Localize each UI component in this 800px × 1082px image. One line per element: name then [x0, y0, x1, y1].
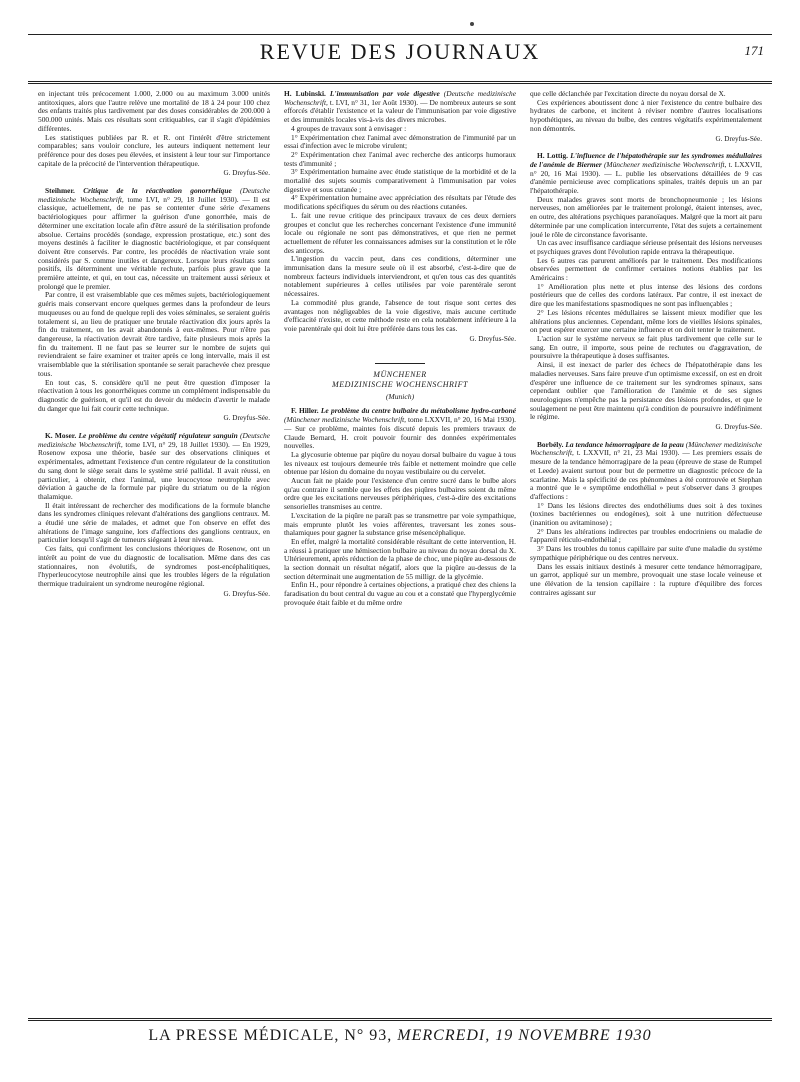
- signature: G. Dreyfus-Sée.: [223, 589, 270, 598]
- footer-journal: LA PRESSE MÉDICALE,: [148, 1027, 340, 1044]
- paragraph: Enfin H., pour répondre à certaines objections, a pratiqué chez des chiens la faradisation du bout central du vague au cou et a constaté que l'hyperglycémie provoquée était faible et du même ordre: [284, 580, 516, 607]
- print-dot: [470, 22, 474, 26]
- paragraph: En tout cas, S. considère qu'il ne peut être question d'imposer la réactivation à tous les gonorrhéiques comme un complément indispensable du diagnostic de guérison, et qu'il est du devoir du médecin d'avertir le malade du danger que lui fait courir cette technique.: [38, 377, 270, 413]
- column-2: [284, 90, 516, 1010]
- paragraph: L'ingestion du vaccin peut, dans ces conditions, déterminer une immunisation dans la mesure seule où il est absorbé, c'est-à-dire que de nombreux facteurs individuels interviendront, et qu'en tous cas des quantités notablement supérieures à celles utilisées par voie parentérale seront nécessaires.: [284, 254, 516, 299]
- article-title: Critique de la réactivation gonorrhéique: [83, 186, 232, 196]
- article-title: L'influence de l'hépatothérapie sur les syndromes médullaires de l'anémie de Biermer: [530, 151, 762, 169]
- article-author: K. Moser.: [45, 431, 77, 441]
- list-item: 2° Les lésions récentes médullaires se laissent mieux modifier que les altérations plus anciennes. Cependant, même lors de vieilles lésions spinales, on peut espérer exercer une certaine influence et on doit tenter le traitement.: [530, 307, 762, 335]
- article-journal: (Deutsche medizinische Wochenschrift,: [38, 431, 270, 449]
- page-title: REVUE DES JOURNAUX: [259, 39, 541, 64]
- article-title: L'immunisation par voie digestive: [329, 90, 440, 98]
- article-body: t. LXXVII, n° 21, 23 Mai 1930). — Les premiers essais de mesure de la tendance hémorragipare de la peau (épreuve de stase de Rumpel et Leede) avaient surtout pour but de permettre un diagnostic précoce de la scarlatine. Mais la spécificité de ces phénomènes a été controuvée et Stephan a montré que le « symptôme endothélial » peut s'observer dans 3 groupes d'affections :: [530, 448, 762, 501]
- signature: G. Dreyfus-Sée.: [715, 423, 762, 432]
- article-journal: (Münchener medizinische Wochenschrift,: [603, 159, 727, 169]
- paragraph: que celle déclanchée par l'excitation directe du noyau dorsal de X.: [530, 90, 726, 98]
- footer-date: MERCREDI, 19 NOVEMBRE 1930: [397, 1027, 652, 1044]
- list-item: 1° Amélioration plus nette et plus intense des lésions des cordons postérieurs que de celles des cordons latéraux. Par contre, il est inexact de dire que les manifestations spasmodiques ne sont pas influençables ;: [530, 281, 762, 309]
- article-title: Le problème du centre bulbaire du métabolisme hydro-carboné: [320, 406, 516, 416]
- section-city: (Munich): [385, 392, 415, 402]
- article-author: Steihmer.: [45, 186, 75, 196]
- article-lottig: [530, 152, 762, 196]
- list-item: 3° Dans les troubles du tonus capillaire par suite d'une maladie du système sympathique périphérique ou des centres nerveux.: [530, 544, 762, 562]
- paragraph: Ces faits, qui confirment les conclusions théoriques de Rosenow, ont un intérêt au point de vue du diagnostic de localisation. Même dans des cas stationnaires, non évolutifs, de syndromes post-encéphalitiques, l'hyperleucocytose neutrophile ainsi que les troubles légers de la régulation thermique traduiraient un syndrome neurogène régional.: [38, 544, 270, 588]
- article-journal: (Deutsche medizinische Wochenschrift,: [38, 186, 270, 204]
- page-number: 171: [744, 43, 764, 58]
- page-header: [28, 34, 772, 84]
- paragraph: Dans les essais initiaux destinés à mesurer cette tendance hémorragipare, un garrot, appliqué sur un membre, provoquait une stase locale veineuse et une élévation de la tension capillaire : la rupture d'équilibre des forces contraires agissant sur: [530, 561, 762, 597]
- paragraph: 4 groupes de travaux sont à envisager :: [291, 123, 407, 133]
- paragraph: en injectant très précocement 1.000, 2.000 ou au maximum 3.000 unités antitoxiques, alors que l'autre relève une mortalité de 18 à 24 pour 100 chez des enfants traités plus tardivement par des doses considérables de 200.000 à 500.000 unités. Mais ces résultats sont critiquables, car il s'agit d'épidémies différentes.: [38, 90, 270, 133]
- paragraph: Il était intéressant de rechercher des modifications de la formule blanche dans les syndromes cliniques relevant d'altérations des ganglions centraux. M. a étudié une série de malades, et admet que l'on observe en effet des altérations de l'image sanguine, lors d'affections des ganglions centraux, en particulier lorsqu'il s'agit de tumeurs siégeant à leur niveau.: [38, 500, 270, 545]
- article-body: tome LXXVII, n° 20, 16 Mai 1930). — Sur ce problème, maintes fois discuté depuis les premiers travaux de Claude Bernard, H. croit pouvoir fournir des données expérimentales nouvelles.: [284, 415, 516, 451]
- article-title: La tendance hémorragipare de la peau: [565, 439, 684, 449]
- article-journal: (Deutsche medizinische Wochenschrift,: [284, 90, 516, 107]
- article-title: Le problème du centre végétatif régulateur sanguin: [78, 431, 238, 441]
- article-journal: (Münchener medizinische Wochenschrift,: [284, 415, 407, 425]
- list-item: 4° Expérimentation humaine avec appréciation des résultats par l'étude des modifications spécifiques du sérum ou des réactions cutanées.: [284, 193, 516, 212]
- article-author: Borbély.: [537, 439, 564, 449]
- article-lubinski: [284, 90, 516, 125]
- signature: G. Dreyfus-Sée.: [469, 334, 516, 343]
- paragraph: Ainsi, il est inexact de parler des échecs de l'hépatothérapie dans les maladies nerveuses. Sans faire preuve d'un optimisme excessif, on est en droit d'espérer une influence de ce traitement sur les syndromes spinaux, sans cependant oublier que l'amélioration de l'anémie et de ses signes neurologiques n'empêche pas la persistance des lésions profondes, et que le soulagement ne peut être maintenu qu'à condition de poursuivre indéfiniment le régime.: [530, 360, 762, 422]
- article-author: F. Hiller.: [291, 406, 319, 416]
- list-item: 1° Expérimentation chez l'animal avec démonstration de l'immunité par un essai d'infection avec le microbe virulent;: [284, 132, 516, 151]
- article-body: t. LVI, n° 31, 1er Août 1930). — De nombreux auteurs se sont efforcés d'établir l'existence et la valeur de l'immunisation par voie digestive et des immunités locales vis-à-vis des divers microbes.: [284, 97, 516, 125]
- page-footer: [28, 1018, 772, 1051]
- article-body: tome LVI, n° 29, 18 Juillet 1930). — Il est classique, actuellement, de ne pas se contenter d'une série d'examens bactériologiques pour affirmer la guérison d'une gonorrhée, mais de déterminer une excitation locale afin d'être assuré de la stérilisation profonde absolue. Certains procédés (sondage, expression prostatique, etc.) sont des moyens destinés à faciliter le diagnostic bactériologique, et par conséquent doivent être conservés. Par contre, les procédés de réactivation vraie sont considérés par S. comme inutiles et dangereux. Lorsque leurs résultats sont positifs, ils déterminent une véritable rechute, parfois plus grave que la première atteinte, et qui, en tout cas, nécessite un traitement aussi sérieux et prolongé que le premier.: [38, 194, 270, 291]
- paragraph: Deux malades graves sont morts de bronchopneumonie ; les lésions nerveuses, non améliorées par le traitement prolongé, étaient intenses, avec, en outre, des altérations psychiques paranoïaques. Malgré que la mort ait paru déterminée par une complication intercurrente, l'état des sujets a certainement joué le rôle de circonstance favorisante.: [530, 194, 762, 239]
- article-moser: [38, 432, 270, 502]
- list-item: 2° Dans les altérations indirectes par troubles endocriniens ou maladie de l'appareil réticulo-endothélial ;: [530, 526, 762, 545]
- section-title: [284, 370, 516, 390]
- paragraph: Ces expériences aboutissent donc à nier l'existence du centre bulbaire des hydrates de carbone, et incitent à réviser nombre d'autres localisations hypothétiques, au niveau du bulbe, des centres végétatifs expérimentalement non démontrés.: [530, 97, 762, 133]
- paragraph: La glycosurie obtenue par piqûre du noyau dorsal bulbaire du vague à tous les niveaux est toujours demeurée très faible et nettement moindre que celle obtenue par lésion du domaine du noyau vestibulaire ou du cervelet.: [284, 449, 516, 477]
- text-columns: [38, 90, 762, 1010]
- paragraph: L'action sur le système nerveux se fait plus tardivement que celle sur le sang. En outre, il importe, sous peine de rechutes ou d'aggravation, de poursuivre la thérapeutique à doses suffisantes.: [530, 333, 762, 361]
- paragraph: La commodité plus grande, l'absence de tout risque sont certes des avantages non négligeables de la voie digestive, mais aucune certitude d'efficacité n'existe, et cette méthode reste en cela notablement inférieure à la voie parentérale qui doit lui être préférée dans tous les cas.: [284, 297, 516, 333]
- article-body: tome LVI, n° 29, 18 Juillet 1930). — En 1929, Rosenow exposa une théorie, basée sur des observations cliniques et expérimentales, admettant l'existence d'un centre régulateur de la constitution du sang dont le siège serait dans le système strié pallidal. Il avait réussi, en particulier, à obtenir, chez l'animal, une leucocytose neutrophile avec déviation à gauche de la formule par piqûre du striatum ou de la région thalamique.: [38, 439, 270, 501]
- paragraph: Un cas avec insuffisance cardiaque sérieuse présentait des lésions nerveuses et psychiques graves dont l'évolution rapide entrava la thérapeutique.: [530, 238, 762, 256]
- list-item: 2° Expérimentation chez l'animal avec recherche des anticorps humoraux tests d'immunité ;: [284, 149, 516, 168]
- paragraph: Par contre, il est vraisemblable que ces mêmes sujets, bactériologiquement guéris mais conservant encore quelques germes dans la profondeur de leurs muqueuses ou au fond de quelque repli des voies séminales, se seraient guéris totalement si, au lieu de pratiquer une brutale réactivation dix jours après la fin du traitement, on les avait abandonnés à eux-mêmes. Pour n'être pas dangereuse, la réactivation devrait être tardive, faite plusieurs mois après la fin du traitement. Il ne faut pas se leurrer sur le nombre de sujets qui reviendraient se faire examiner et traiter après ce long intervalle, mais il est vraisemblable que la stérilisation spontanée se serait parachevée chez presque tous.: [38, 290, 270, 378]
- paragraph: Les 6 autres cas parurent améliorés par le traitement. Des modifications observées permettent de confirmer certaines notions établies par les Américains :: [530, 255, 762, 283]
- article-author: H. Lubinski.: [284, 90, 326, 98]
- article-journal: (Münchener medizinische Wochenschrift,: [530, 439, 762, 458]
- signature: G. Dreyfus-Sée.: [715, 134, 762, 143]
- list-item: 3° Expérimentation humaine avec étude statistique de la morbidité et de la mortalité des sujets soumis comparativement à l'immunisation par voies digestive et sous cutanée ;: [284, 167, 516, 194]
- section-title-line-2: MEDIZINISCHE WOCHENSCHRIFT: [332, 380, 468, 390]
- paragraph: L. fait une revue critique des principaux travaux de ces deux derniers groupes et conclut que les recherches concernant l'existence d'une immunité locale ou régionale ne sont pas démonstratives, et que rien ne permet actuellement de réfuter les connaissances admises sur la constitution et le rôle des anticorps.: [284, 210, 516, 255]
- signature: G. Dreyfus-Sée.: [223, 414, 270, 423]
- article-hiller: [284, 407, 516, 451]
- section-title-line-1: MÜNCHENER: [373, 370, 427, 380]
- article-body: t. LXXVII, n° 20, 16 Mai 1930). — L. publie les observations détaillées de 9 cas d'anémie pernicieuse avec complications spinales, traités depuis un an par l'hépatothérapie.: [530, 159, 762, 196]
- column-3: [530, 90, 762, 1010]
- article-author: H. Lottig.: [537, 151, 568, 161]
- paragraph: En effet, malgré la mortalité considérable résultant de cette intervention, H. a réussi à pratiquer une hémisection bulbaire au niveau du noyau dorsal du X. Ultérieurement, après réduction de la phase de choc, une piqûre au-dessous de la section donnait un résultat négatif, alors que la piqûre au-dessus de la section déterminait une augmentation de 55 milligr. de la glycémie.: [284, 536, 516, 581]
- section-divider: [375, 363, 425, 364]
- footer-issue: N° 93,: [344, 1027, 393, 1044]
- paragraph: Aucun fait ne plaide pour l'existence d'un centre sucré dans le bulbe alors qu'au contraire il semble que les effets des piqûres bulbaires soient du même ordre que les excitations nerveuses périphériques, c'est-à-dire des excitations sensorielles transmises au centre.: [284, 476, 516, 512]
- footer-line: [28, 1027, 772, 1045]
- signature: G. Dreyfus-Sée.: [223, 169, 270, 178]
- paragraph: L'excitation de la piqûre ne paraît pas se transmettre par voie sympathique, mais emprunte plutôt les voies afférentes, traversant les zones sous-thalamiques pour gagner la substance grise mésencéphalique.: [284, 510, 516, 538]
- column-1: [38, 90, 270, 1010]
- article-steihmer: [38, 187, 270, 291]
- paragraph: Les statistiques publiées par R. et R. ont l'intérêt d'être strictement comparables; sans vouloir conclure, les auteurs indiquent nettement leur préférence pour des doses peu élevées, et insistent à leur tour sur l'importance capitale de la précocité de l'intervention thérapeutique.: [38, 132, 270, 168]
- list-item: 1° Dans les lésions directes des endothéliums dues soit à des toxines (toxines bactériennes ou endogènes), soit à une nutrition défectueuse (inanition ou avitaminose) ;: [530, 500, 762, 528]
- article-borbely: [530, 441, 762, 502]
